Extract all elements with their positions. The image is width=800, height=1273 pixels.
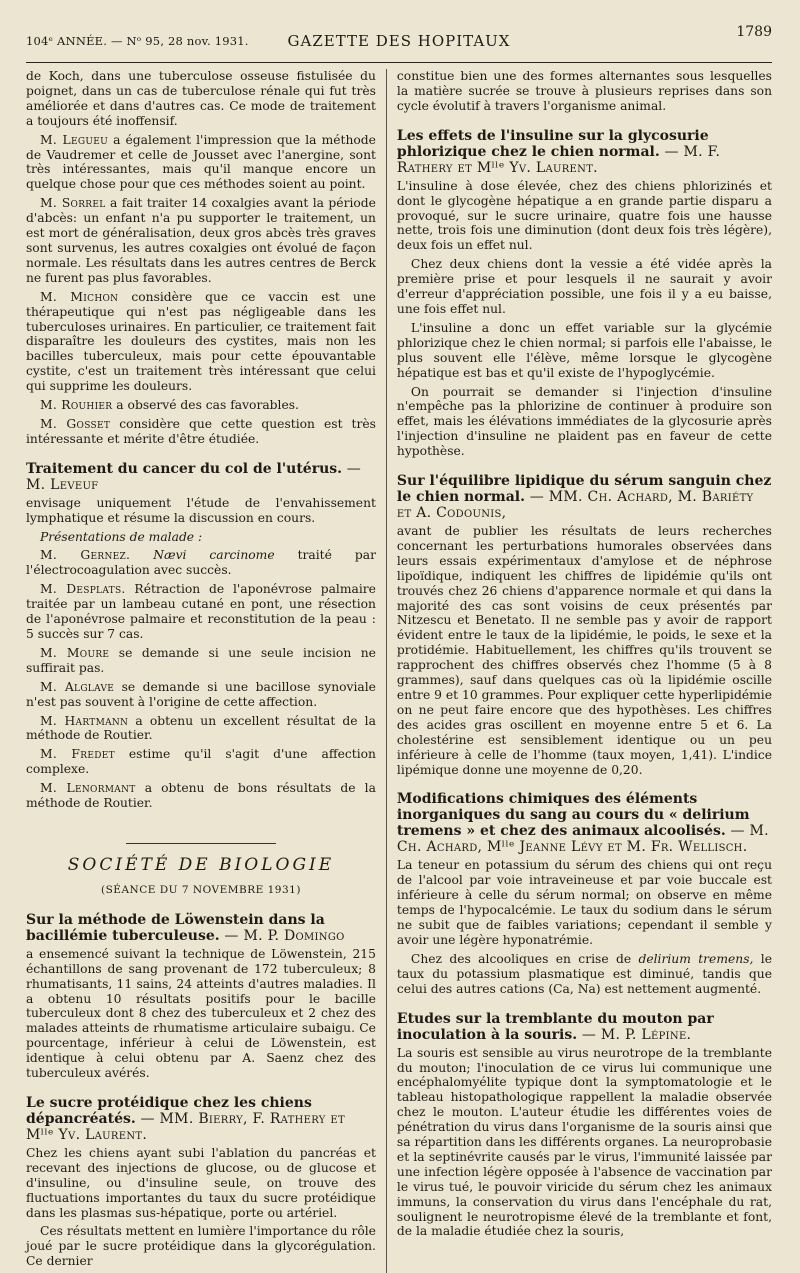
paragraph: La souris est sensible au virus neurotrope de la tremblante du mouton; l'inoculation de ce virus lui communique une encéphalomyélite typique dont la symptomatologie et le tableau histopathologique rappellent la maladie observée chez le mouton. L'auteur étudie les différentes voies de pénétration du virus dans l'organisme de la souris ainsi que sa répartition dans les différents organes. La neuroprobasie et la septinévrite causés par le virus, l'immunité laissée par une infection légère opposée à l'absence de vaccination par le virus tué, le pouvoir viricide du sérum chez les animaux immuns, la conservation du virus dans l'encéphale du rat, soulignent le neurotropisme élevé de la tremblante et font, de la maladie étudiée chez la souris, bbox=[396, 1045, 773, 1239]
society-title: SOCIÉTÉ DE BIOLOGIE bbox=[67, 854, 335, 875]
paragraph-text: a observé des cas favorables. bbox=[112, 398, 299, 413]
section-heading bbox=[397, 791, 772, 855]
speaker-name: M. Michon bbox=[40, 289, 119, 304]
section-heading bbox=[397, 128, 772, 176]
page-number: 1789 bbox=[736, 24, 772, 40]
paragraph: de Koch, dans une tuberculose osseuse fistulisée du poignet, dans un cas de tuberculose rénale qui fut très améliorée et dans d'autres cas. Ce mode de traitement a toujours été inoffensif. bbox=[26, 69, 376, 128]
paragraph bbox=[397, 952, 772, 997]
paragraph-text: a fait traiter 14 coxalgies avant la période d'abcès: un enfant n'a pu supporter le traitement, un est mort de généralisation, deux gros abcès très graves sont survenus, les autres coxalgies ont évolué de façon normale. Les résultats dans les autres centres de Berck ne furent pas plus favorables. bbox=[26, 196, 376, 285]
paragraph-text: estime qu'il s'agit d'une affection complexe. bbox=[26, 747, 376, 777]
heading-text: Traitement du cancer du col de l'utérus. bbox=[26, 460, 343, 477]
heading-text: Sur l'équilibre lipidique du sérum sanguin chez le chien normal. bbox=[396, 473, 772, 506]
column-rule bbox=[386, 69, 387, 1273]
speaker-name: M. Gosset bbox=[40, 416, 111, 431]
heading-text: Le sucre protéidique chez les chiens dépancréatés. bbox=[26, 1094, 312, 1127]
section-heading bbox=[397, 473, 772, 521]
paragraph-text: Rétraction de l'aponévrose palmaire traitée par un lambeau cutané en pont, une résection de l'aponévrose palmaire et reconstitution de la peau : 5 succès sur 7 cas. bbox=[26, 582, 376, 641]
paragraph: Ces résultats mettent en lumière l'importance du rôle joué par le sucre protéidique dans la glycorégulation. Ce dernier bbox=[26, 1224, 376, 1269]
paragraph-text: a également l'impression que la méthode de Vaudremer et celle de Jousset avec l'anergine, sont très intéressantes, mais qu'il manque encore un quelque chose pour que ces méthodes soient au point. bbox=[26, 132, 376, 192]
heading-text: Sur la méthode de Löwenstein dans la bacillémie tuberculeuse. bbox=[26, 911, 325, 944]
paragraph bbox=[26, 133, 376, 193]
speaker-name: M. Sorrel bbox=[40, 196, 106, 211]
paragraph bbox=[26, 714, 376, 744]
paragraph bbox=[26, 290, 376, 394]
subsection-label: Présentations de malade : bbox=[40, 529, 203, 544]
paragraph bbox=[26, 196, 376, 285]
speaker-name: M. Hartmann bbox=[40, 713, 129, 728]
author-names: — MM. Bierry, F. Rathery et Mˡˡᵉ Yv. Laurent. bbox=[26, 1110, 345, 1143]
paragraph bbox=[26, 398, 376, 413]
columns bbox=[14, 69, 772, 1273]
italic-term: Nævi carcinome bbox=[130, 548, 275, 563]
paragraph-text: traité par l'électrocoagulation avec succès. bbox=[26, 548, 376, 578]
author-names: — M. Leveuf bbox=[26, 460, 362, 493]
journal-title: GAZETTE DES HOPITAUX bbox=[287, 32, 511, 50]
paragraph-text: se demande si une bacillose synoviale n'est pas souvent à l'origine de cette affection. bbox=[26, 679, 376, 709]
speaker-name: M. Alglave bbox=[40, 679, 115, 694]
author-names: — M. P. Lépine. bbox=[577, 1026, 692, 1043]
speaker-name: M. Fredet bbox=[40, 747, 115, 762]
paragraph: Chez deux chiens dont la vessie a été vidée après la première prise et pour lesquels il ne saurait y avoir d'erreur d'appréciation possible, une fois il y a eu baisse, une fois effet nul. bbox=[396, 257, 772, 316]
heading-text: Les effets de l'insuline sur la glycosurie phlorizique chez le chien normal. bbox=[396, 127, 709, 160]
paragraph-text: le taux du potassium plasmatique est diminué, tandis que celui des autres cations (Ca, Na) est nettement augmenté. bbox=[396, 951, 772, 996]
paragraph: avant de publier les résultats de leurs recherches concernant les perturbations humorales observées dans leurs essais expérimentaux d'amylose et de néphrose lipoïdique, indiquent les chiffres de lipidémie qu'ils ont trouvés chez 26 chiens d'apparence normale et qui dans la majorité des cas sont voisins de ceux présentés par Nitzescu et Benetato. Il ne semble pas y avoir de rapport évident entre le taux de la lipidémie, le poids, le sexe et la protidémie. Habituellement, les chiffres qu'ils trouvent se rapprochent des chiffres observés chez l'homme (5 à 8 grammes), sauf dans quelques cas où la lipidémie oscille entre 9 et 10 grammes. Pour expliquer cette hyperlipidémie on ne peut faire encore que des hypothèses. Les chiffres des acides gras oscillent en moyenne entre 5 et 6. La cholestérine est sensiblement identique ou un peu inférieure à celle de l'homme (taux moyen, 1,41). L'indice lipémique donne une moyenne de 0,20. bbox=[396, 524, 772, 777]
paragraph-text: considère que ce vaccin est une thérapeutique qui n'est pas négligeable dans les tuberculoses urinaires. En particulier, ce traitement fait disparaître les douleurs des cystites, mais non les bacilles tuberculeux, mais pour cette épouvantable cystite, c'est un traitement très intéressant que celui qui supprime les douleurs. bbox=[26, 289, 376, 394]
paragraph-text: a obtenu de bons résultats de la méthode de Routier. bbox=[26, 781, 376, 811]
issue-info: 104ᵉ ANNÉE. — Nᵒ 95, 28 nov. 1931. bbox=[26, 34, 249, 48]
paragraph-text: considère que cette question est très intéressante et mérite d'être étudiée. bbox=[26, 416, 376, 446]
section-heading bbox=[26, 912, 376, 944]
session-date: (SÉANCE DU 7 NOVEMBRE 1931) bbox=[101, 883, 301, 896]
left-column bbox=[14, 69, 376, 1273]
right-column bbox=[397, 69, 772, 1273]
speaker-name: M. Moure bbox=[40, 645, 110, 660]
italic-term: delirium tremens, bbox=[638, 951, 754, 966]
author-names: — MM. Ch. Achard, M. Bariéty et A. Codounis, bbox=[396, 489, 754, 522]
paragraph: a ensemencé suivant la technique de Löwenstein, 215 échantillons de sang provenant de 172 tuberculeux; 8 rhumatisants, 11 sains, 24 atteints d'autres maladies. Il a obtenu 10 résultats positifs pour le bacille tuberculeux dont 8 chez des tuberculeux et 2 chez des malades atteints de rhumatisme articulaire subaigu. Ce pourcentage, inférieur à celui de Löwenstein, est identique à celui obtenu par A. Saenz chez des tuberculeux avérés. bbox=[26, 946, 376, 1081]
section-divider bbox=[126, 843, 276, 844]
author-names: — M. F. Rathery et Mˡˡᵉ Yv. Laurent. bbox=[396, 143, 721, 176]
paragraph: envisage uniquement l'étude de l'envahissement lymphatique et résume la discussion en cours. bbox=[26, 495, 376, 525]
author-names: — M. Ch. Achard, Mˡˡᵉ Jeanne Lévy et M. Fr. Wellisch. bbox=[396, 823, 769, 856]
paragraph: La teneur en potassium du sérum des chiens qui ont reçu de l'alcool par voie intraveineuse et par voie buccale est inférieure à celle du sérum normal; on observe en même temps de l'hypocalcémie. Le taux du sodium dans le sérum ne subit que de faibles variations; cependant il semble y avoir une légère hyponatrémie. bbox=[396, 858, 772, 947]
paragraph-text: Chez des alcooliques en crise de bbox=[410, 951, 639, 966]
speaker-name: M. Lenormant bbox=[40, 781, 136, 796]
speaker-name: M. Legueu bbox=[40, 132, 108, 147]
paragraph: L'insuline à dose élevée, chez des chiens phlorizinés et dont le glycogène hépatique a en grande partie disparu a provoqué, sur le sucre urinaire, quatre fois une hausse nette, trois fois une diminution (dont deux fois très légère), deux fois un effet nul. bbox=[396, 178, 772, 253]
speaker-name: M. Gernez. bbox=[40, 548, 131, 563]
paragraph-text: se demande si une seule incision ne suffirait pas. bbox=[26, 645, 376, 675]
heading-text: Etudes sur la tremblante du mouton par inoculation à la souris. bbox=[396, 1010, 714, 1043]
section-heading bbox=[397, 1011, 772, 1043]
paragraph-text: a obtenu un excellent résultat de la méthode de Routier. bbox=[26, 713, 376, 743]
page-header bbox=[26, 24, 772, 63]
paragraph bbox=[26, 680, 376, 710]
section-heading bbox=[26, 461, 376, 493]
paragraph bbox=[26, 582, 376, 642]
paragraph bbox=[26, 781, 376, 811]
section-heading bbox=[26, 1095, 376, 1143]
paragraph bbox=[26, 646, 376, 676]
author-names: — M. P. Domingo bbox=[219, 927, 345, 944]
paragraph bbox=[26, 417, 376, 447]
speaker-name: M. Desplats. bbox=[40, 582, 126, 597]
paragraph: On pourrait se demander si l'injection d'insuline n'empêche pas la phlorizine de continuer à produire son effet, mais les élévations immédiates de la glycosurie après l'injection d'insuline ne plaident pas en faveur de cette hypothèse. bbox=[396, 384, 772, 459]
paragraph: Chez les chiens ayant subi l'ablation du pancréas et recevant des injections de glucose, ou de glucose et d'insuline, ou d'insuline seule, on trouve des fluctuations importantes du taux du sucre protéidique dans les plasmas sus-hépatique, porte ou artériel. bbox=[26, 1145, 376, 1220]
paragraph bbox=[26, 747, 376, 777]
speaker-name: M. Rouhier bbox=[40, 398, 113, 413]
paragraph: L'insuline a donc un effet variable sur la glycémie phlorizique chez le chien normal; si parfois elle l'abaisse, le plus souvent elle l'élève, même lorsque le glycogène hépatique est bas et qu'il existe de l'hypoglycémie. bbox=[396, 320, 772, 380]
heading-text: Modifications chimiques des éléments inorganiques du sang au cours du « delirium tremens » et chez des animaux alcoolisés. bbox=[396, 791, 750, 840]
paragraph bbox=[26, 548, 376, 578]
paragraph: constitue bien une des formes alternantes sous lesquelles la matière sucrée se trouve à plusieurs reprises dans son cycle évolutif à travers l'organisme animal. bbox=[396, 69, 772, 113]
